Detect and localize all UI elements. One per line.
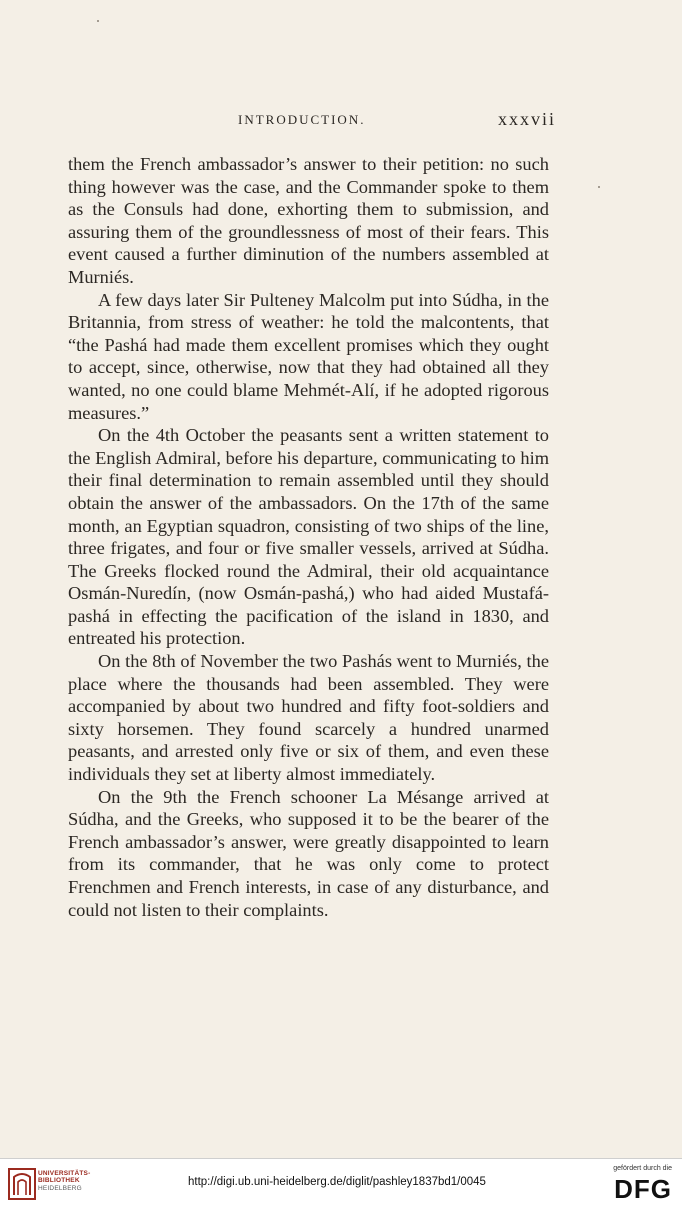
funding-caption: gefördert durch die [613, 1165, 672, 1172]
paper-speck [598, 186, 600, 188]
paragraph: them the French ambassador’s answer to their petition: no such thing however was the case, and the Commander spoke to them as the Consuls had done, exhorting them to submission, and assuring them of the groundlessness of most of their fears. This event caused a further diminution of the numbers assembled at Murniés. [68, 154, 549, 287]
page-number: xxxvii [497, 109, 556, 129]
paper-speck [97, 20, 99, 22]
paragraph: On the 8th of November the two Pashás went to Murniés, the place where the thousands had been assembled. They were accompanied by about two hundred and fifty foot-soldiers and sixty horsemen. They found scarcely a hundred unarmed peasants, and arrested only five or six of them, and even these individuals they set at liberty almost immediately. [68, 651, 549, 785]
library-name-line: HEIDELBERG [38, 1184, 82, 1192]
paragraph: On the 9th the French schooner La Mésange arrived at Súdha, and the Greeks, who supposed it to be the bearer of the French ambassador’s answer, were greatly disappointed to learn from its commander, that he was only come to protect Frenchmen and French interests, in case of any disturbance, and could not listen to their complaints. [68, 786, 549, 920]
running-head-title: INTRODUCTION. [238, 112, 366, 127]
body-text [68, 153, 549, 921]
dfg-logo[interactable]: DFG [614, 1174, 672, 1204]
library-logo-icon[interactable] [8, 1167, 42, 1201]
library-name [38, 1170, 90, 1192]
permalink-url[interactable]: http://digi.ub.uni-heidelberg.de/diglit/pashley1837bd1/0045 [188, 1176, 486, 1188]
library-name-line: UNIVERSITÄTS- [38, 1170, 91, 1177]
paragraph: On the 4th October the peasants sent a written statement to the English Admiral, before his departure, communicating to him their final determination to remain assembled until they should obtain the answer of the ambassadors. On the 17th of the same month, an Egyptian squadron, consisting of two ships of the line, three frigates, and four or five smaller vessels, arrived at Súdha. The Greeks flocked round the Admiral, their old acquaintance Osmán-Nuredín, (now Osmán-pashá,) who had aided Mustafá-pashá in effecting the pacification of the island in 1830, and entreated his protection. [68, 425, 549, 649]
paragraph: A few days later Sir Pulteney Malcolm put into Súdha, in the Britannia, from stress of weather: he told the malcontents, that “the Pashá had made them excellent promises which they ought to accept, since, otherwise, now that they had obtained all they wanted, no one could blame Mehmét-Alí, if he adopted rigorous measures.” [68, 289, 549, 423]
viewer-footer [0, 1158, 682, 1209]
library-name-line: BIBLIOTHEK [38, 1177, 80, 1185]
